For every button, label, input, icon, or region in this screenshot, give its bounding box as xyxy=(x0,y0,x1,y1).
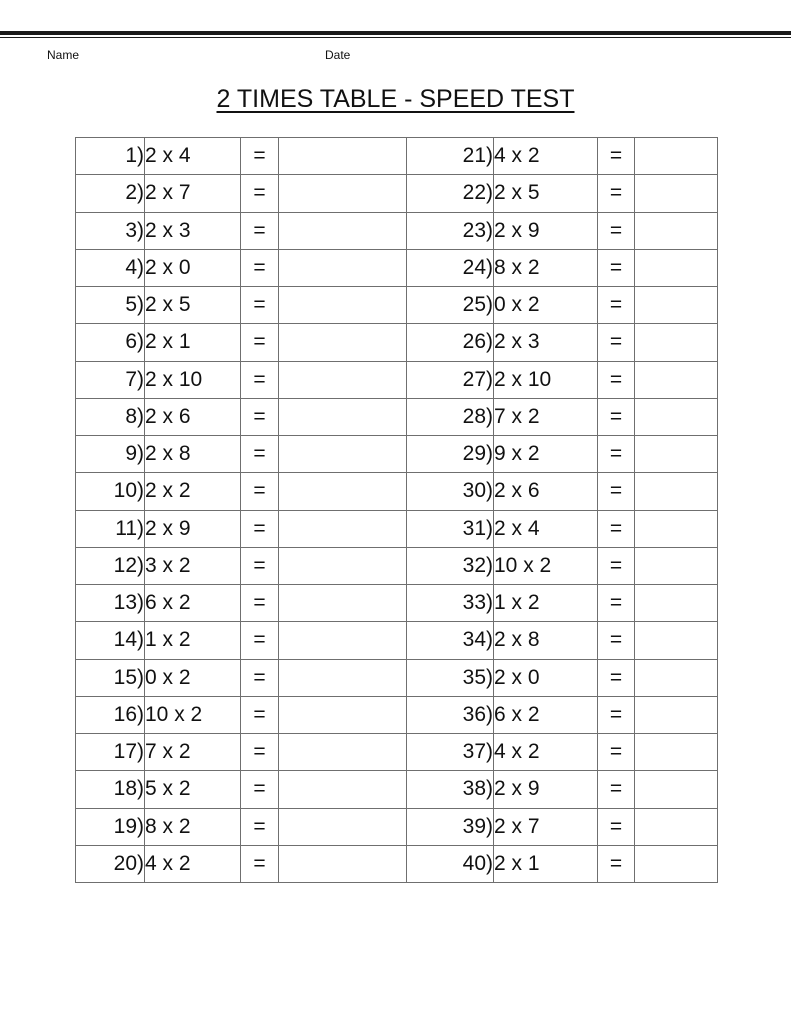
multiplication-problem: 6 x 2 xyxy=(145,585,241,622)
multiplication-problem: 2 x 0 xyxy=(145,249,241,286)
answer-box[interactable] xyxy=(635,845,718,882)
question-number: 28) xyxy=(407,398,494,435)
equals-sign: = xyxy=(241,547,279,584)
answer-box[interactable] xyxy=(635,398,718,435)
multiplication-problem: 2 x 0 xyxy=(494,659,598,696)
header-rule-thin xyxy=(0,37,791,38)
answer-box[interactable] xyxy=(279,398,407,435)
equals-sign: = xyxy=(241,771,279,808)
answer-box[interactable] xyxy=(279,175,407,212)
header-rule xyxy=(0,31,791,35)
equals-sign: = xyxy=(241,398,279,435)
table-row xyxy=(76,398,718,435)
multiplication-problem: 2 x 2 xyxy=(145,473,241,510)
answer-box[interactable] xyxy=(635,287,718,324)
equals-sign: = xyxy=(598,138,635,175)
equals-sign: = xyxy=(598,287,635,324)
table-row xyxy=(76,324,718,361)
equals-sign: = xyxy=(598,585,635,622)
answer-box[interactable] xyxy=(635,696,718,733)
table-row xyxy=(76,473,718,510)
equals-sign: = xyxy=(241,175,279,212)
table-row xyxy=(76,734,718,771)
question-number: 2) xyxy=(76,175,145,212)
multiplication-problem: 7 x 2 xyxy=(494,398,598,435)
multiplication-problem: 6 x 2 xyxy=(494,696,598,733)
multiplication-problem: 2 x 4 xyxy=(145,138,241,175)
question-number: 39) xyxy=(407,808,494,845)
question-number: 36) xyxy=(407,696,494,733)
answer-box[interactable] xyxy=(279,585,407,622)
question-number: 30) xyxy=(407,473,494,510)
equals-sign: = xyxy=(241,249,279,286)
answer-box[interactable] xyxy=(279,138,407,175)
question-number: 3) xyxy=(76,212,145,249)
question-number: 5) xyxy=(76,287,145,324)
equals-sign: = xyxy=(241,212,279,249)
equals-sign: = xyxy=(241,585,279,622)
question-number: 40) xyxy=(407,845,494,882)
equals-sign: = xyxy=(241,510,279,547)
answer-box[interactable] xyxy=(635,436,718,473)
multiplication-problem: 9 x 2 xyxy=(494,436,598,473)
question-number: 27) xyxy=(407,361,494,398)
question-number: 8) xyxy=(76,398,145,435)
answer-box[interactable] xyxy=(279,473,407,510)
multiplication-problem: 2 x 9 xyxy=(145,510,241,547)
answer-box[interactable] xyxy=(635,734,718,771)
equals-sign: = xyxy=(598,622,635,659)
answer-box[interactable] xyxy=(279,622,407,659)
answer-box[interactable] xyxy=(279,734,407,771)
question-number: 16) xyxy=(76,696,145,733)
answer-box[interactable] xyxy=(635,324,718,361)
multiplication-problem: 8 x 2 xyxy=(145,808,241,845)
multiplication-problem: 10 x 2 xyxy=(494,547,598,584)
table-row xyxy=(76,547,718,584)
multiplication-problem: 2 x 7 xyxy=(494,808,598,845)
question-number: 21) xyxy=(407,138,494,175)
multiplication-problem: 2 x 1 xyxy=(494,845,598,882)
equals-sign: = xyxy=(598,771,635,808)
equals-sign: = xyxy=(598,212,635,249)
answer-box[interactable] xyxy=(279,510,407,547)
equals-sign: = xyxy=(598,547,635,584)
equals-sign: = xyxy=(598,361,635,398)
answer-box[interactable] xyxy=(635,771,718,808)
equals-sign: = xyxy=(241,696,279,733)
answer-box[interactable] xyxy=(279,249,407,286)
table-row xyxy=(76,659,718,696)
table-row xyxy=(76,585,718,622)
answer-box[interactable] xyxy=(279,845,407,882)
worksheet-table xyxy=(75,137,718,883)
equals-sign: = xyxy=(598,659,635,696)
multiplication-problem: 0 x 2 xyxy=(494,287,598,324)
equals-sign: = xyxy=(241,473,279,510)
table-row xyxy=(76,249,718,286)
question-number: 34) xyxy=(407,622,494,659)
question-number: 22) xyxy=(407,175,494,212)
question-number: 14) xyxy=(76,622,145,659)
answer-box[interactable] xyxy=(635,808,718,845)
question-number: 17) xyxy=(76,734,145,771)
equals-sign: = xyxy=(598,175,635,212)
question-number: 7) xyxy=(76,361,145,398)
question-number: 38) xyxy=(407,771,494,808)
multiplication-problem: 4 x 2 xyxy=(145,845,241,882)
date-label: Date xyxy=(325,48,351,62)
question-number: 25) xyxy=(407,287,494,324)
question-number: 10) xyxy=(76,473,145,510)
equals-sign: = xyxy=(241,808,279,845)
table-row xyxy=(76,361,718,398)
multiplication-problem: 2 x 8 xyxy=(494,622,598,659)
multiplication-problem: 3 x 2 xyxy=(145,547,241,584)
answer-box[interactable] xyxy=(279,808,407,845)
multiplication-problem: 2 x 4 xyxy=(494,510,598,547)
question-number: 37) xyxy=(407,734,494,771)
answer-box[interactable] xyxy=(635,547,718,584)
table-row xyxy=(76,845,718,882)
table-row xyxy=(76,808,718,845)
equals-sign: = xyxy=(598,436,635,473)
multiplication-problem: 2 x 10 xyxy=(145,361,241,398)
table-row xyxy=(76,771,718,808)
question-number: 23) xyxy=(407,212,494,249)
multiplication-problem: 2 x 7 xyxy=(145,175,241,212)
multiplication-problem: 2 x 1 xyxy=(145,324,241,361)
worksheet-body xyxy=(76,138,718,883)
answer-box[interactable] xyxy=(635,622,718,659)
question-number: 18) xyxy=(76,771,145,808)
question-number: 35) xyxy=(407,659,494,696)
multiplication-problem: 1 x 2 xyxy=(494,585,598,622)
answer-box[interactable] xyxy=(635,510,718,547)
answer-box[interactable] xyxy=(635,473,718,510)
question-number: 20) xyxy=(76,845,145,882)
multiplication-problem: 2 x 9 xyxy=(494,771,598,808)
multiplication-problem: 10 x 2 xyxy=(145,696,241,733)
multiplication-problem: 2 x 3 xyxy=(145,212,241,249)
answer-box[interactable] xyxy=(279,212,407,249)
answer-box[interactable] xyxy=(279,659,407,696)
multiplication-problem: 8 x 2 xyxy=(494,249,598,286)
equals-sign: = xyxy=(241,287,279,324)
equals-sign: = xyxy=(241,361,279,398)
answer-box[interactable] xyxy=(279,324,407,361)
answer-box[interactable] xyxy=(635,212,718,249)
question-number: 24) xyxy=(407,249,494,286)
multiplication-problem: 7 x 2 xyxy=(145,734,241,771)
multiplication-problem: 2 x 8 xyxy=(145,436,241,473)
equals-sign: = xyxy=(598,398,635,435)
answer-box[interactable] xyxy=(635,585,718,622)
table-row xyxy=(76,175,718,212)
equals-sign: = xyxy=(241,138,279,175)
equals-sign: = xyxy=(241,659,279,696)
multiplication-problem: 2 x 10 xyxy=(494,361,598,398)
question-number: 15) xyxy=(76,659,145,696)
multiplication-problem: 2 x 5 xyxy=(494,175,598,212)
equals-sign: = xyxy=(598,808,635,845)
table-row xyxy=(76,212,718,249)
multiplication-problem: 4 x 2 xyxy=(494,734,598,771)
question-number: 12) xyxy=(76,547,145,584)
equals-sign: = xyxy=(598,734,635,771)
question-number: 31) xyxy=(407,510,494,547)
question-number: 33) xyxy=(407,585,494,622)
answer-box[interactable] xyxy=(635,361,718,398)
equals-sign: = xyxy=(241,845,279,882)
multiplication-problem: 1 x 2 xyxy=(145,622,241,659)
equals-sign: = xyxy=(241,622,279,659)
question-number: 6) xyxy=(76,324,145,361)
multiplication-problem: 2 x 6 xyxy=(494,473,598,510)
multiplication-problem: 0 x 2 xyxy=(145,659,241,696)
equals-sign: = xyxy=(241,324,279,361)
answer-box[interactable] xyxy=(279,696,407,733)
table-row xyxy=(76,436,718,473)
answer-box[interactable] xyxy=(635,249,718,286)
question-number: 13) xyxy=(76,585,145,622)
answer-box[interactable] xyxy=(279,771,407,808)
question-number: 19) xyxy=(76,808,145,845)
table-row xyxy=(76,622,718,659)
question-number: 26) xyxy=(407,324,494,361)
answer-box[interactable] xyxy=(279,287,407,324)
multiplication-problem: 2 x 3 xyxy=(494,324,598,361)
question-number: 9) xyxy=(76,436,145,473)
multiplication-problem: 2 x 5 xyxy=(145,287,241,324)
equals-sign: = xyxy=(598,249,635,286)
multiplication-problem: 2 x 6 xyxy=(145,398,241,435)
answer-box[interactable] xyxy=(279,361,407,398)
answer-box[interactable] xyxy=(279,547,407,584)
question-number: 4) xyxy=(76,249,145,286)
answer-box[interactable] xyxy=(635,175,718,212)
equals-sign: = xyxy=(241,734,279,771)
question-number: 32) xyxy=(407,547,494,584)
equals-sign: = xyxy=(598,324,635,361)
equals-sign: = xyxy=(598,510,635,547)
multiplication-problem: 2 x 9 xyxy=(494,212,598,249)
table-row xyxy=(76,287,718,324)
name-label: Name xyxy=(47,48,80,62)
question-number: 1) xyxy=(76,138,145,175)
page-title-text: 2 TIMES TABLE - SPEED TEST xyxy=(216,85,575,113)
equals-sign: = xyxy=(598,845,635,882)
equals-sign: = xyxy=(598,473,635,510)
equals-sign: = xyxy=(598,696,635,733)
page-title xyxy=(0,82,791,116)
table-row xyxy=(76,510,718,547)
answer-box[interactable] xyxy=(635,659,718,696)
multiplication-problem: 4 x 2 xyxy=(494,138,598,175)
table-row xyxy=(76,138,718,175)
answer-box[interactable] xyxy=(279,436,407,473)
question-number: 29) xyxy=(407,436,494,473)
answer-box[interactable] xyxy=(635,138,718,175)
multiplication-problem: 5 x 2 xyxy=(145,771,241,808)
question-number: 11) xyxy=(76,510,145,547)
equals-sign: = xyxy=(241,436,279,473)
table-row xyxy=(76,696,718,733)
